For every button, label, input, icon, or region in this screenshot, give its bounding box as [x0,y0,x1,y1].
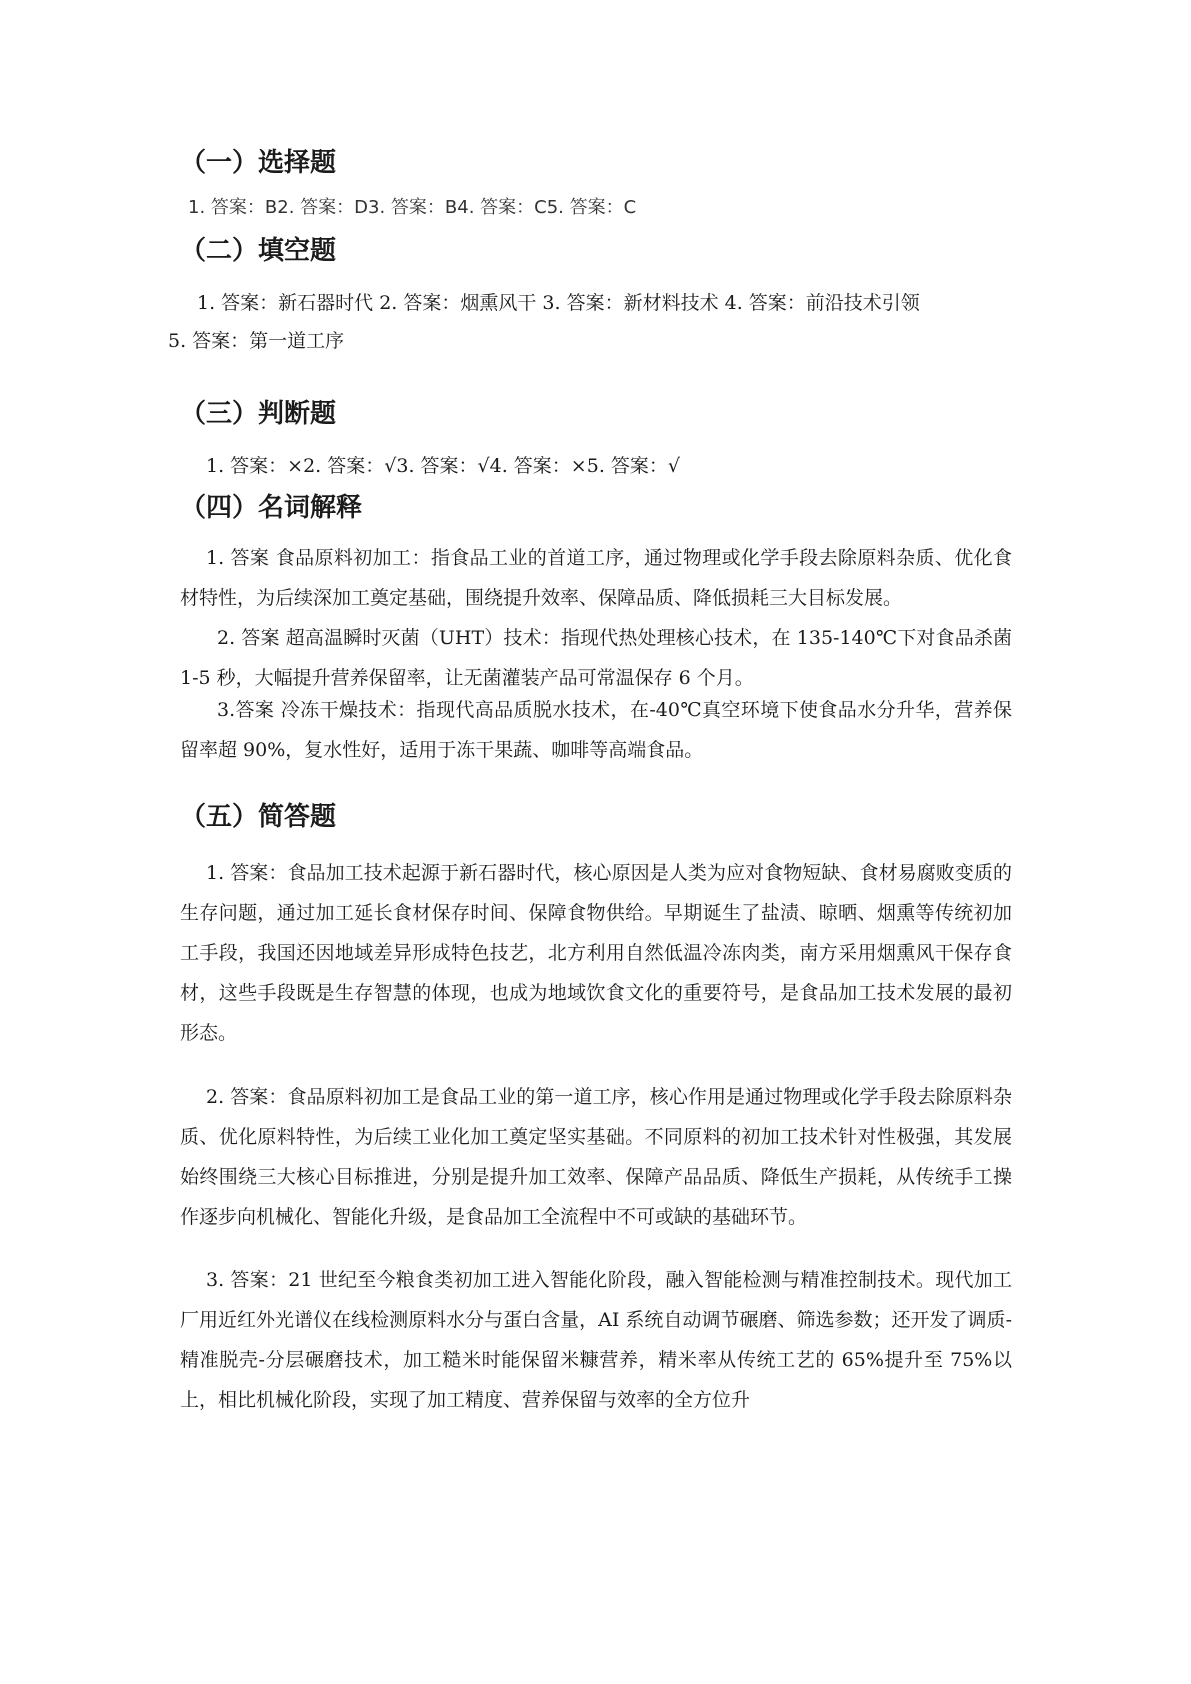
term-explanation-1: 1. 答案 食品原料初加工：指食品工业的首道工序，通过物理或化学手段去除原料杂质、优化食材特性，为后续深加工奠定基础，围绕提升效率、保障品质、降低损耗三大目标发展。 [180,547,1012,609]
term-explanation-3: 3.答案 冷冻干燥技术：指现代高品质脱水技术，在-40℃真空环境下使食品水分升华，营养保留率超 90%，复水性好，适用于冻干果蔬、咖啡等高端食品。 [180,699,1012,761]
section-heading-short-answer: （五）简答题 [180,802,337,832]
short-answer-1: 1. 答案：食品加工技术起源于新石器时代，核心原因是人类为应对食物短缺、食材易腐败变质的生存问题，通过加工延长食材保存时间、保障食物供给。早期诞生了盐渍、晾晒、烟熏等传统初加工手段，我国还因地域差异形成特色技艺，北方利用自然低温冷冻肉类，南方采用烟熏风干保存食材，这些手段既是生存智慧的体现，也成为地域饮食文化的重要符号，是食品加工技术发展的最初形态。 [180,862,1012,1044]
true-false-answers: 1. 答案：×2. 答案：√3. 答案：√4. 答案：×5. 答案：√ [206,455,680,477]
short-answer-3: 3. 答案：21 世纪至今粮食类初加工进入智能化阶段，融入智能检测与精准控制技术。现代加工厂用近红外光谱仪在线检测原料水分与蛋白含量，AI 系统自动调节碾磨、筛选参数；还开发了调质-精准脱壳-分层碾磨技术，加工糙米时能保留米糠营养，精米率从传统工艺的 65%提升至 75%以上，相比机械化阶段，实现了加工精度、营养保留与效率的全方位升 [180,1269,1012,1411]
choice-answers: 1. 答案：B2. 答案：D3. 答案：B4. 答案：C5. 答案：C [188,197,637,218]
section-heading-choice: （一）选择题 [180,148,337,178]
section-heading-fill-blank: （二）填空题 [180,236,337,266]
term-explanation-2: 2. 答案 超高温瞬时灭菌（UHT）技术：指现代热处理核心技术，在 135-140℃下对食品杀菌 1-5 秒，大幅提升营养保留率，让无菌灌装产品可常温保存 6 个月。 [180,627,1012,689]
fill-blank-answers-line-1: 1. 答案：新石器时代 2. 答案：烟熏风干 3. 答案：新材料技术 4. 答案：前沿技术引领 [197,292,920,314]
short-answer-2: 2. 答案：食品原料初加工是食品工业的第一道工序，核心作用是通过物理或化学手段去除原料杂质、优化原料特性，为后续工业化加工奠定坚实基础。不同原料的初加工技术针对性极强，其发展始终围绕三大核心目标推进，分别是提升加工效率、保障产品品质、降低生产损耗，从传统手工操作逐步向机械化、智能化升级，是食品加工全流程中不可或缺的基础环节。 [180,1086,1012,1228]
fill-blank-answers-line-2: 5. 答案：第一道工序 [168,330,345,352]
section-heading-term-explanation: （四）名词解释 [180,493,363,523]
section-heading-true-false: （三）判断题 [180,399,337,429]
